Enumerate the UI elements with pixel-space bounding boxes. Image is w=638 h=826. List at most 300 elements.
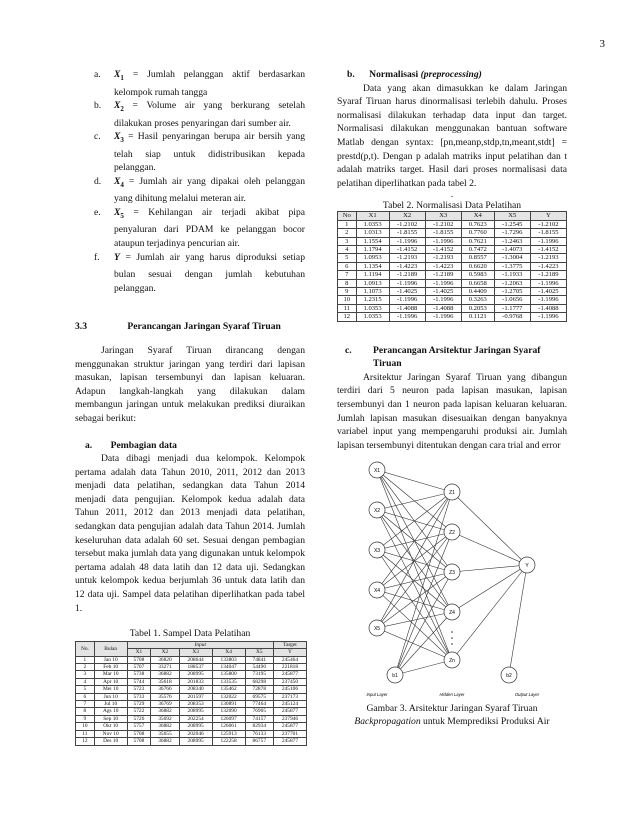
table1-cell: 5723 <box>127 686 151 693</box>
table1-row <box>76 693 307 700</box>
table2-cell: 1 <box>338 220 357 228</box>
table1-header-target: Target <box>273 641 306 648</box>
connection-line <box>377 510 452 660</box>
table1-cell: 11 <box>76 730 95 737</box>
table2-cell: 0.7623 <box>461 220 494 228</box>
table2-cell: -0.9768 <box>494 313 530 321</box>
connection-line <box>452 565 527 572</box>
table2-cell: 1.1073 <box>356 288 389 296</box>
table1-row <box>76 671 307 678</box>
table2-cell: -1.4025 <box>425 288 461 296</box>
table2-cell: 1.1794 <box>356 245 389 253</box>
table1-cell: 208995 <box>179 723 212 730</box>
table1-cell: 135800 <box>212 671 245 678</box>
ellipsis-dot <box>451 644 453 646</box>
table1-cell: 126097 <box>212 715 245 722</box>
table2-cell: 9 <box>338 288 357 296</box>
variable-subscript: 4 <box>120 180 124 189</box>
variable-list-item <box>75 251 305 296</box>
output-node-label: Y <box>525 563 529 570</box>
table1-cell: 135462 <box>212 686 245 693</box>
table1-header-no: No. <box>76 641 95 656</box>
variable-symbol: X <box>114 206 121 218</box>
table1-cell: 10 <box>76 723 95 730</box>
connection-line <box>377 590 452 660</box>
table1-row <box>76 730 307 737</box>
table2-col-header: X1 <box>356 212 389 220</box>
table2-cell: -1.1996 <box>530 313 566 321</box>
table1-cell: 5744 <box>127 678 151 685</box>
variable-subscript: 3 <box>120 136 124 145</box>
table2-cell: 2 <box>338 229 357 237</box>
table1-cell: 72878 <box>245 686 273 693</box>
table2-cell: -1.4088 <box>389 304 425 312</box>
table2-cell: -1.2102 <box>389 220 425 228</box>
table1-cell: 2 <box>76 664 95 671</box>
variable-list-item <box>75 206 305 251</box>
table1-cell: 5726 <box>127 715 151 722</box>
table2-cell: 11 <box>338 304 357 312</box>
table2-col-header: X3 <box>425 212 461 220</box>
table2-cell: -1.2193 <box>389 254 425 262</box>
table1-cell: 35576 <box>151 693 179 700</box>
section-number: 3.3 <box>75 321 87 333</box>
table2-cell: 1.0953 <box>356 254 389 262</box>
table1-cell: 36820 <box>151 656 179 663</box>
table1-cell: 132022 <box>212 693 245 700</box>
table1-cell: 133535 <box>212 678 245 685</box>
table2-row <box>338 237 567 245</box>
table2-cell: 0.6658 <box>461 279 494 287</box>
table2-cell: -1.8155 <box>530 229 566 237</box>
table1-cell: 202046 <box>179 730 212 737</box>
table2-cell: -1.4025 <box>530 288 566 296</box>
table1-cell: 5708 <box>127 656 151 663</box>
table1-cell: 36882 <box>151 708 179 715</box>
table1-cell: 122258 <box>212 738 245 745</box>
table1-cell: 36882 <box>151 738 179 745</box>
table2-cell: -1.2189 <box>425 271 461 279</box>
table1-cell: 5708 <box>127 730 151 737</box>
subsection-a-title: Pembagian data <box>110 439 177 451</box>
table1-cell: 9 <box>76 715 95 722</box>
table2-cell: -1.2189 <box>389 271 425 279</box>
table2-cell: 1.1194 <box>356 271 389 279</box>
variable-description: = Volume air yang berkurang setelah dilakukan proses penyaringan dari sumber air. <box>114 100 305 129</box>
table2-cell: -1.4088 <box>425 304 461 312</box>
table1-cell: 237450 <box>273 678 306 685</box>
table1-cell: Okt 10 <box>94 723 127 730</box>
table2-cell: 1.0353 <box>356 220 389 228</box>
table2-cell: -1.4152 <box>389 245 425 253</box>
table1-col-header: X3 <box>179 649 212 656</box>
table2 <box>337 211 567 321</box>
connection-line <box>377 470 452 492</box>
table1-cell: 77464 <box>245 701 273 708</box>
table2-cell: -1.2705 <box>494 288 530 296</box>
table1-cell: 208340 <box>179 686 212 693</box>
table1-cell: 5708 <box>127 738 151 745</box>
table1-col-header: X1 <box>127 649 151 656</box>
bias-connection-line <box>395 532 452 675</box>
input-node-label: X3 <box>373 548 381 555</box>
table1-cell: Apr 10 <box>94 678 127 685</box>
table1-cell: 245106 <box>273 686 306 693</box>
table1-cell: Nov 10 <box>94 730 127 737</box>
table2-row <box>338 220 567 228</box>
table2-cell: -1.4223 <box>530 262 566 270</box>
table1-cell: Jul 10 <box>94 701 127 708</box>
table2-row <box>338 229 567 237</box>
table1-cell: Mar 10 <box>94 671 127 678</box>
table2-cell: -1.2102 <box>530 220 566 228</box>
table1-cell: 132090 <box>212 708 245 715</box>
variable-subscript: 1 <box>120 73 124 82</box>
table2-cell: 3 <box>338 237 357 245</box>
table1-cell: Ags 10 <box>94 708 127 715</box>
table2-cell: -1.1933 <box>494 271 530 279</box>
table2-cell: 1.0313 <box>356 229 389 237</box>
table1-cell: 5722 <box>127 708 151 715</box>
table2-cell: 0.7472 <box>461 245 494 253</box>
table2-cell: 1.0353 <box>356 304 389 312</box>
left-column <box>75 0 305 746</box>
variable-description: = Hasil penyaringan berupa air bersih yang telah siap untuk didistribusikan kepada pelanggan. <box>114 131 305 174</box>
table2-cell: -1.1996 <box>425 296 461 304</box>
figure3-caption-line1: Gambar 3. Arsitektur Jaringan Syaraf Tiruan <box>366 703 538 715</box>
subsection-c-paragraph: Arsitektur Jaringan Syaraf Tiruan yang dibangun terdiri dari 5 neuron pada lapisan masukan, lapisan tersembunyi dan 1 neuron pada lapisan keluaran keluaran. Jumlah lapisan masukan disesuaikan dengan banyaknya variabel input yang mempengaruhi produksi air. Jumlah lapisan tersembunyi ditentukan dengan cara trial and error <box>337 371 567 451</box>
subsection-c-title: Perancangan Arsitektur Jaringan Syaraf Tiruan <box>373 344 541 370</box>
table1-cell: 237946 <box>273 715 306 722</box>
variable-list-label: d. <box>94 175 102 187</box>
subsection-a-paragraph: Data dibagi menjadi dua kelompok. Kelompok pertama adalah data Tahun 2010, 2011, 2012 dan 2013 menjadi data pelatihan, sedangkan data Tahun 2014 menjadi data pengujian. Kelompok kedua adalah data Tahun 2011, 2012 dan 2013 menjadi data pelatihan, sedangkan data pengujian adalah data Tahun 2014. Jumlah keseluruhan data adalah 60 set. Sesuai dengan pembagian tersebut maka jumlah data yang digunakan untuk kelompok pertama adalah 48 data latih dan 12 data uji. Sedangkan untuk kelompok kedua berjumlah 36 untuk data latih dan 12 data uji. Sampel data pelatihan diperlihatkan pada tabel 1. <box>75 453 305 614</box>
table1-col-header: X4 <box>212 649 245 656</box>
table2-cell: -1.2193 <box>530 254 566 262</box>
hidden-node-label: Z4 <box>449 610 455 617</box>
table1-cell: 130891 <box>212 701 245 708</box>
table2-cell: -1.2102 <box>425 220 461 228</box>
table2-cell: -1.4152 <box>425 245 461 253</box>
variable-list-item <box>75 99 305 130</box>
table2-cell: -1.1996 <box>389 279 425 287</box>
hidden-node-label: Z1 <box>449 490 455 497</box>
table2-cell: 0.7621 <box>461 237 494 245</box>
connection-line <box>452 532 527 565</box>
table2-cell: -1.0656 <box>494 296 530 304</box>
table1-cell: 36882 <box>151 723 179 730</box>
table1-cell: 36882 <box>151 671 179 678</box>
table1-cell: 68298 <box>245 678 273 685</box>
table1-cell: 82934 <box>245 723 273 730</box>
table1-cell: 74157 <box>245 715 273 722</box>
stray-dot: . <box>450 189 454 201</box>
variable-description: = Jumlah pelanggan aktif berdasarkan kelompok rumah tangga <box>114 69 305 98</box>
table1-cell: 86757 <box>245 738 273 745</box>
table1-col-header: Y <box>273 649 306 656</box>
table1-row <box>76 686 307 693</box>
table2-cell: 1.2315 <box>356 296 389 304</box>
table1-cell: 5729 <box>127 701 151 708</box>
table1-cell: 36769 <box>151 701 179 708</box>
table1-cell: 5707 <box>127 664 151 671</box>
table2-cell: 1.1554 <box>356 237 389 245</box>
table2-cell: -1.1996 <box>425 279 461 287</box>
table1-cell: 1 <box>76 656 95 663</box>
table2-row <box>338 262 567 270</box>
table2-cell: -1.2189 <box>530 271 566 279</box>
layer-label: Hidden Layer <box>439 692 465 698</box>
variable-list-label: f. <box>94 251 100 263</box>
figure3-caption-line2 <box>337 715 567 728</box>
subsection-a-label: a. <box>85 439 93 451</box>
table1-header-input: Input <box>127 641 273 648</box>
table2-row <box>338 296 567 304</box>
table1-cell: 208995 <box>179 708 212 715</box>
table1-cell: 8 <box>76 708 95 715</box>
table1-cell: 35692 <box>151 715 179 722</box>
table2-cell: -1.4223 <box>389 262 425 270</box>
table2-caption: Tabel 2. Normalisasi Data Pelatihan <box>382 200 522 212</box>
table2-cell: -1.2193 <box>425 254 461 262</box>
section-heading <box>75 320 305 334</box>
table1-cell: 208995 <box>179 738 212 745</box>
hidden-node-label: Z2 <box>449 530 455 537</box>
table2-cell: 10 <box>338 296 357 304</box>
table2-row <box>338 288 567 296</box>
table2-col-header: X4 <box>461 212 494 220</box>
connection-line <box>377 550 452 660</box>
table2-cell: 0.8557 <box>461 254 494 262</box>
table1-col-header: X5 <box>245 649 273 656</box>
table1-cell: 33271 <box>151 664 179 671</box>
table1-cell: 6 <box>76 693 95 700</box>
table2-cell: -1.4152 <box>530 245 566 253</box>
page-number: 3 <box>599 38 605 50</box>
table1-header-bulan: Bulan <box>94 641 127 656</box>
table2-cell: -1.2063 <box>494 279 530 287</box>
variable-symbol: X <box>114 175 121 187</box>
table2-row <box>338 271 567 279</box>
table2-row <box>338 245 567 253</box>
table1-cell: 221818 <box>273 664 306 671</box>
table2-cell: -1.4088 <box>530 304 566 312</box>
table1-cell: 208644 <box>179 656 212 663</box>
table1-caption: Tabel 1. Sampel Data Pelatihan <box>129 628 251 640</box>
subsection-b-label: b. <box>347 69 355 80</box>
table2-cell: -1.3004 <box>494 254 530 262</box>
neural-network-figure <box>337 460 567 700</box>
variable-list-label: e. <box>94 206 101 218</box>
table2-cell: -1.1996 <box>389 313 425 321</box>
table2-cell: -1.7296 <box>494 229 530 237</box>
variable-description: = Jumlah air yang harus diproduksi setiap bulan sesuai dengan jumlah kebutuhan pelanggan. <box>114 251 305 294</box>
variable-list <box>75 0 305 295</box>
table2-cell: 1.1354 <box>356 262 389 270</box>
figure3-caption-italic: Backpropagation <box>354 716 421 728</box>
table1-cell: 245464 <box>273 656 306 663</box>
table1-cell: 12 <box>76 738 95 745</box>
ellipsis-dot <box>451 638 453 640</box>
connection-line <box>452 565 527 660</box>
table2-row <box>338 254 567 262</box>
table1-cell: Jun 10 <box>94 693 127 700</box>
layer-label: Output Layer <box>514 692 540 698</box>
bias-connection-line <box>395 660 452 675</box>
table2-cell: 1.0353 <box>356 313 389 321</box>
variable-subscript: 5 <box>120 211 124 220</box>
variable-list-label: a. <box>94 69 101 80</box>
table2-cell: -1.4025 <box>389 288 425 296</box>
table1-row <box>76 656 307 663</box>
table2-row <box>338 304 567 312</box>
bias-connection-line <box>509 565 527 675</box>
table2-cell: -1.2463 <box>494 237 530 245</box>
variable-symbol: Y <box>114 251 120 263</box>
input-node-label: X5 <box>373 626 381 633</box>
table1-cell: Sep 10 <box>94 715 127 722</box>
table1-cell: 245877 <box>273 738 306 745</box>
variable-list-item <box>75 175 305 206</box>
table2-cell: 0.3263 <box>461 296 494 304</box>
layer-label: Input Layer <box>366 692 388 698</box>
table2-cell: -1.1996 <box>530 296 566 304</box>
table1-cell: 5733 <box>127 693 151 700</box>
table1-cell: 201833 <box>179 678 212 685</box>
table1-cell: 76905 <box>245 708 273 715</box>
table1-cell: 245877 <box>273 708 306 715</box>
subsection-c-heading <box>337 344 567 371</box>
variable-symbol: X <box>114 69 121 80</box>
table2-cell: -1.2545 <box>494 220 530 228</box>
subsection-b-title-italic: (preprocessing) <box>420 69 482 80</box>
table2-cell: -1.1996 <box>530 237 566 245</box>
table2-cell: -1.1777 <box>494 304 530 312</box>
table1-cell: 35655 <box>151 730 179 737</box>
table2-cell: -1.8155 <box>389 229 425 237</box>
subsection-c-label: c. <box>345 344 352 356</box>
table2-col-header: Y <box>530 212 566 220</box>
bias-node-label: b1 <box>392 673 398 680</box>
table1-cell: 208353 <box>179 701 212 708</box>
table2-col-header: X2 <box>389 212 425 220</box>
table2-col-header: No <box>338 212 357 220</box>
table1-cell: 126061 <box>212 723 245 730</box>
variable-list-label: b. <box>94 100 102 112</box>
table1-cell: 69575 <box>245 693 273 700</box>
table1-cell: 36766 <box>151 686 179 693</box>
figure3-caption-rest: untuk Memprediksi Produksi Air <box>420 716 550 728</box>
table1-cell: Feb 10 <box>94 664 127 671</box>
table1-cell: 7 <box>76 701 95 708</box>
table2-row <box>338 279 567 287</box>
variable-symbol: X <box>114 100 121 112</box>
connection-line <box>377 470 452 660</box>
figure3-caption <box>337 702 567 728</box>
table1-cell: Mei 10 <box>94 686 127 693</box>
hidden-node-label: Zn <box>449 658 455 665</box>
variable-list-label: c. <box>94 131 101 143</box>
table1-cell: 125913 <box>212 730 245 737</box>
table1-cell: 202254 <box>179 715 212 722</box>
table2-cell: 8 <box>338 279 357 287</box>
variable-list-item <box>75 130 305 175</box>
table1-cell: 237173 <box>273 693 306 700</box>
table1-cell: 3 <box>76 671 95 678</box>
table1-cell: 133803 <box>212 656 245 663</box>
table1-cell: 188537 <box>179 664 212 671</box>
table2-cell: 5 <box>338 254 357 262</box>
connection-line <box>452 565 527 612</box>
table2-cell: 0.2053 <box>461 304 494 312</box>
table2-cell: 0.6620 <box>461 262 494 270</box>
connection-line <box>377 532 452 628</box>
table2-cell: -1.8155 <box>425 229 461 237</box>
subsection-b-heading <box>337 0 567 82</box>
input-node-label: X2 <box>373 508 381 515</box>
table1-row <box>76 664 307 671</box>
table2-cell: -1.1996 <box>389 237 425 245</box>
variable-list-item <box>75 68 305 99</box>
variable-subscript: 2 <box>120 105 124 113</box>
table2-cell: -1.1996 <box>389 296 425 304</box>
table1-cell: 5757 <box>127 723 151 730</box>
table1-cell: 134047 <box>212 664 245 671</box>
table1-cell: 245877 <box>273 723 306 730</box>
table1-cell: 245877 <box>273 671 306 678</box>
table1-cell: Jan 10 <box>94 656 127 663</box>
section-title: Perancangan Jaringan Syaraf Tiruan <box>127 321 281 333</box>
table1-cell: 201597 <box>179 693 212 700</box>
right-column <box>337 0 567 728</box>
table2-cell: 0.4409 <box>461 288 494 296</box>
table2-cell: -1.1996 <box>425 237 461 245</box>
table2-cell: -1.4223 <box>425 262 461 270</box>
table2-col-header: X5 <box>494 212 530 220</box>
subsection-b-title: Normalisasi <box>369 69 419 80</box>
table1-cell: 4 <box>76 678 95 685</box>
bias-node-label: b2 <box>506 673 512 680</box>
input-node-label: X1 <box>373 468 381 475</box>
table2-cell: -1.4073 <box>494 245 530 253</box>
table2-cell: 6 <box>338 262 357 270</box>
input-node-label: X4 <box>373 588 381 595</box>
table2-cell: 0.1121 <box>461 313 494 321</box>
table1-cell: 5 <box>76 686 95 693</box>
table1-cell: 35618 <box>151 678 179 685</box>
connection-line <box>377 590 452 612</box>
table1 <box>75 641 307 746</box>
table1-row <box>76 723 307 730</box>
variable-description: = Kehilangan air terjadi akibat pipa penyaluran dari PDAM ke pelanggan bocor ataupun terjadinya pencurian air. <box>114 206 305 250</box>
subsection-a-heading <box>75 439 305 453</box>
table1-row <box>76 678 307 685</box>
table1-cell: 5738 <box>127 671 151 678</box>
table1-cell: 245124 <box>273 701 306 708</box>
table1-cell: 76133 <box>245 730 273 737</box>
table2-cell: 4 <box>338 245 357 253</box>
variable-symbol: X <box>114 131 121 143</box>
subsection-b-paragraph: Data yang akan dimasukkan ke dalam Jaringan Syaraf Tiruan harus dinormalisasi terlebih dahulu. Proses normalisasi dilakukan terhadap data input dan target. Normalisasi dilakukan menggunakan bantuan software Matlab dengan syntax: [pn,meanp,stdp,tn,meant,stdt] = prestd(p,t). Dengan p adalah matriks input pelatihan dan t adalah matriks target. Hasil dari proses normalisasi data pelatihan diperlihatkan pada tabel 2. <box>337 82 567 189</box>
connection-line <box>452 492 527 565</box>
table1-row <box>76 715 307 722</box>
table2-cell: 1.0913 <box>356 279 389 287</box>
table1-row <box>76 701 307 708</box>
table2-cell: -1.1996 <box>530 279 566 287</box>
table2-row <box>338 313 567 321</box>
table1-row <box>76 708 307 715</box>
variable-description: = Jumlah air yang dipakai oleh pelanggan yang dihitung melalui meteran air. <box>114 175 305 205</box>
ellipsis-dot <box>451 632 453 634</box>
